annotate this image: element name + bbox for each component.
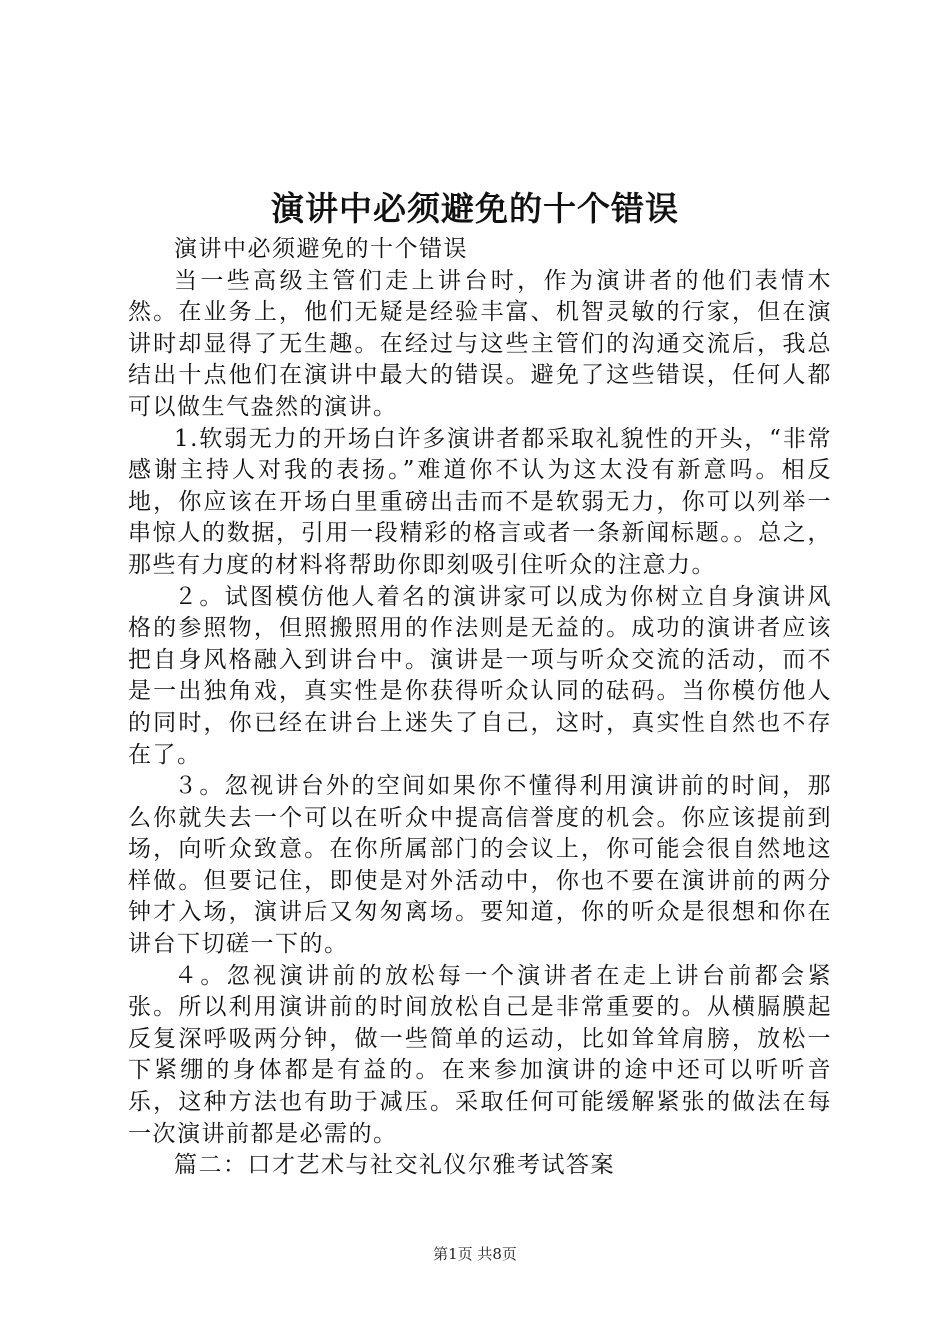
document-title: 演讲中必须避免的十个错误: [271, 189, 679, 228]
paragraph-section-2: 篇二：口才艺术与社交礼仪尔雅考试答案: [174, 1152, 615, 1179]
paragraph-point-1: 1.软弱无力的开场白许多演讲者都采取礼貌性的开头，“非常感谢主持人对我的表扬。”难道你不认为这太没有新意吗。相反地，你应该在开场白里重磅出击而不是软弱无力，你可以列举一串惊人的数据，引用一段精彩的格言或者一条新闻标题。。总之，那些有力度的材料将帮助你即刻吸引住听众的注意力。: [128, 425, 832, 578]
paragraph-point-3: ３。忽视讲台外的空间如果你不懂得利用演讲前的时间，那么你就失去一个可以在听众中提高信誉度的机会。你应该提前到场，向听众致意。在你所属部门的会议上，你可能会很自然地这样做。但要记住，即使是对外活动中，你也不要在演讲前的两分钟才入场，演讲后又匆匆离场。要知道，你的听众是很想和你在讲台下切磋一下的。: [128, 773, 832, 958]
paragraph-subtitle: 演讲中必须避免的十个错误: [174, 236, 468, 262]
paragraph-point-4: ４。忽视演讲前的放松每一个演讲者在走上讲台前都会紧张。所以利用演讲前的时间放松自己是非常重要的。从横膈膜起反复深呼吸两分钟，做一些简单的运动，比如耸耸肩膀，放松一下紧绷的身体都是有益的。在来参加演讲的途中还可以听听音乐，这种方法也有助于减压。采取任何可能缓解紧张的做法在每一次演讲前都是必需的。: [128, 962, 832, 1147]
paragraph-point-2: ２。试图模仿他人着名的演讲家可以成为你树立自身演讲风格的参照物，但照搬照用的作法则是无益的。成功的演讲者应该把自身风格融入到讲台中。演讲是一项与听众交流的活动，而不是一出独角戏，真实性是你获得听众认同的砝码。当你模仿他人的同时，你已经在讲台上迷失了自己，这时，真实性自然也不存在了。: [128, 583, 832, 768]
page-footer: 第1页 共8页: [433, 1245, 517, 1263]
paragraph-intro: 当一些高级主管们走上讲台时，作为演讲者的他们表情木然。在业务上，他们无疑是经验丰富、机智灵敏的行家，但在演讲时却显得了无生趣。在经过与这些主管们的沟通交流后，我总结出十点他们在演讲中最大的错误。避免了这些错误，任何人都可以做生气盎然的演讲。: [128, 267, 832, 420]
document-body: [128, 234, 832, 1182]
